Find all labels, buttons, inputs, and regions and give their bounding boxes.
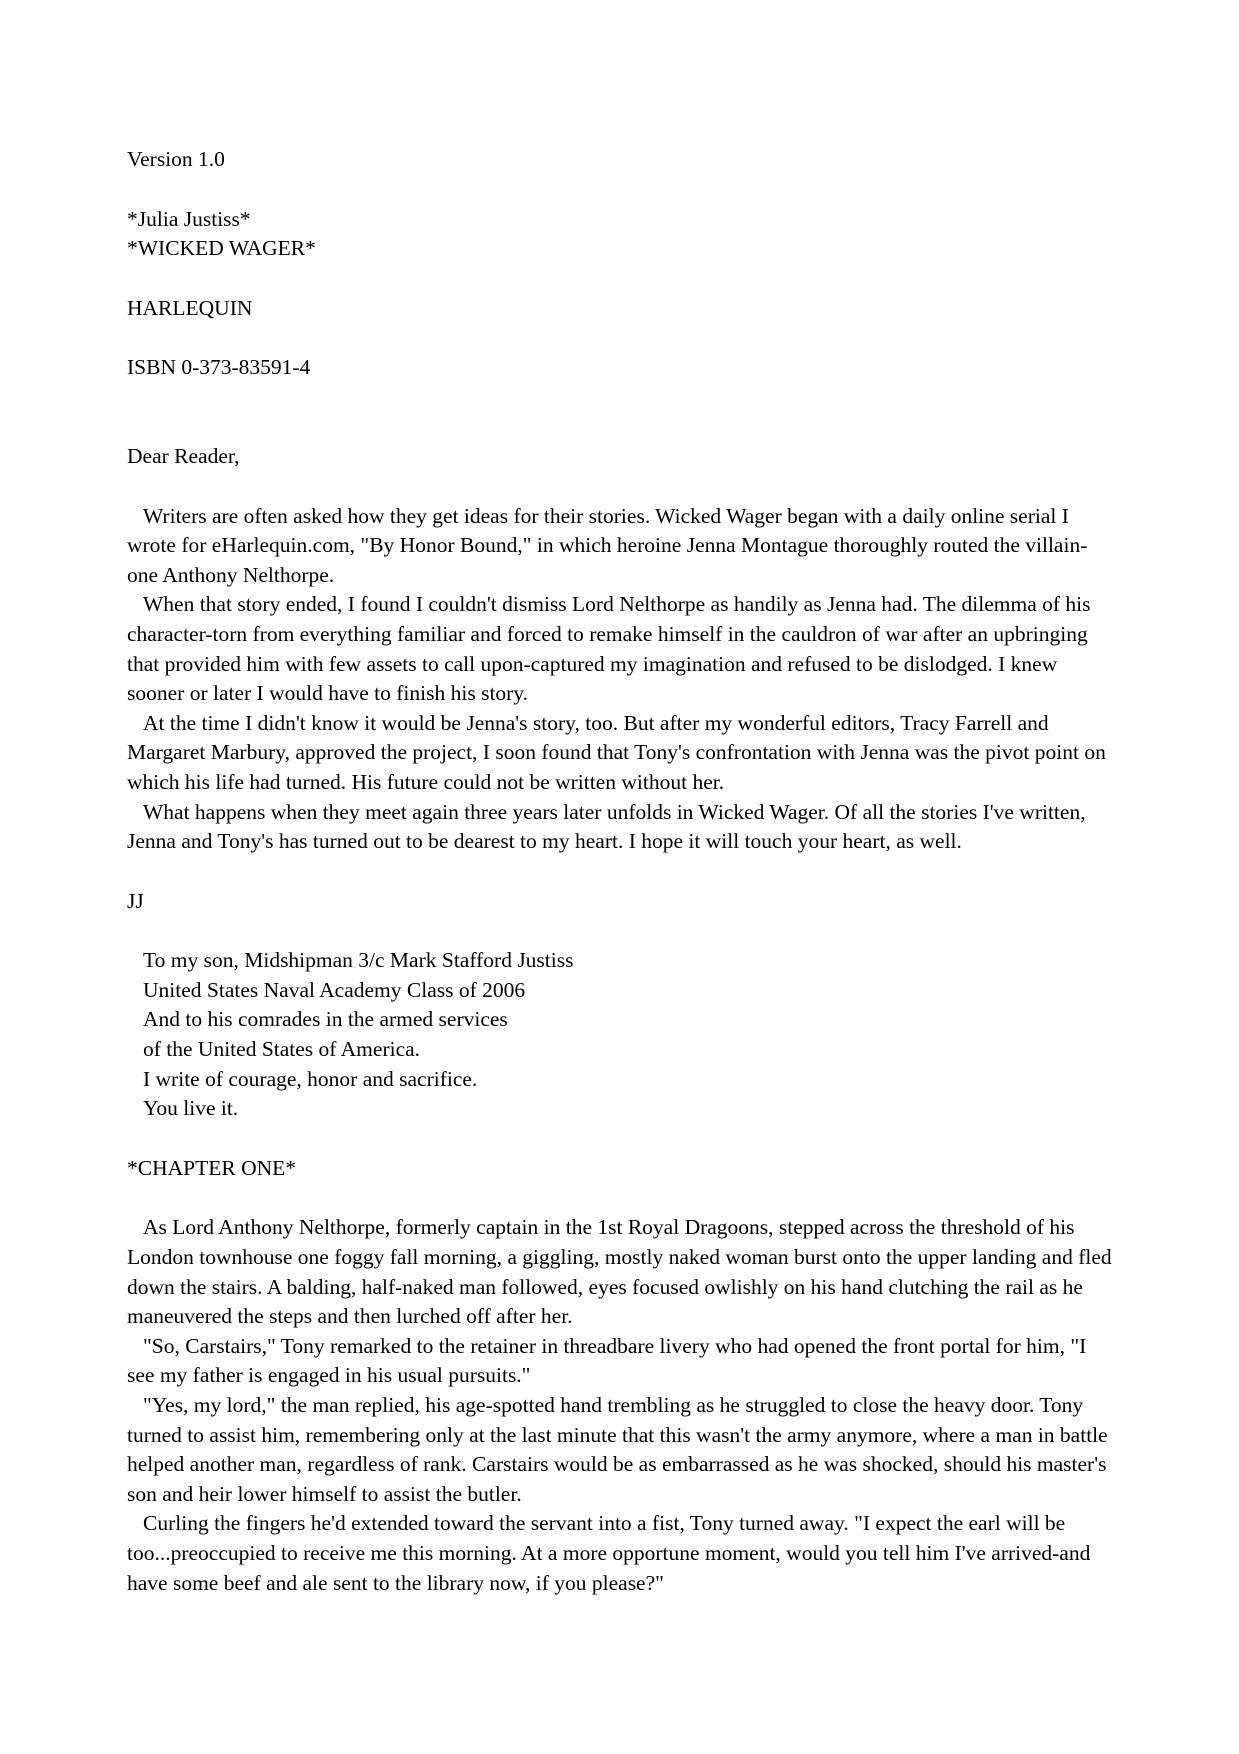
chapter-heading: *CHAPTER ONE*	[127, 1155, 297, 1180]
isbn-line: ISBN 0-373-83591-4	[127, 355, 311, 380]
dedication-line: And to his comrades in the armed services	[143, 1007, 508, 1032]
letter-paragraph: Writers are often asked how they get ideas for their stories. Wicked Wager began with a daily online serial I wrote for eHarlequin.com, "By Honor Bound," in which heroine Jenna Montague thoroughly routed the villain-one Anthony Nelthorpe.	[127, 503, 1088, 587]
dedication-line: To my son, Midshipman 3/c Mark Stafford Justiss	[143, 948, 574, 973]
chapter-paragraph: "Yes, my lord," the man replied, his age-spotted hand trembling as he struggled to close the heavy door. Tony turned to assist him, remembering only at the last minute that this wasn't the army anymore, where a man in battle helped another man, regardless of rank. Carstairs would be as embarrassed as he was shocked, should his master's son and heir lower himself to assist the butler.	[127, 1393, 1108, 1506]
publisher-name: HARLEQUIN	[127, 295, 253, 320]
version-line: Version 1.0	[127, 147, 225, 171]
chapter-paragraph: Curling the fingers he'd extended toward the servant into a fist, Tony turned away. "I expect the earl will be too...preoccupied to receive me this morning. At a more opportune moment, would you tell him I've arrived-and have some beef and ale sent to the library now, if you please?"	[127, 1511, 1091, 1595]
author-name: *Julia Justiss*	[127, 206, 251, 231]
dedication-line: of the United States of America.	[143, 1037, 421, 1062]
letter-salutation: Dear Reader,	[127, 443, 240, 468]
dedication-line: I write of courage, honor and sacrifice.	[143, 1066, 478, 1091]
page-content	[127, 145, 1117, 1598]
dedication-block	[127, 946, 1117, 1124]
dedication-line: United States Naval Academy Class of 2006	[143, 977, 526, 1002]
letter-paragraph: What happens when they meet again three years later unfolds in Wicked Wager. Of all the stories I've written, Jenna and Tony's has turned out to be dearest to my heart. I hope it will touch your heart, as well.	[127, 799, 1086, 854]
letter-paragraph: When that story ended, I found I couldn't dismiss Lord Nelthorpe as handily as Jenna had. The dilemma of his character-torn from everything familiar and forced to remake himself in the cauldron of war after an upbringing that provided him with few assets to call upon-captured my imagination and refused to be dislodged. I knew sooner or later I would have to finish his story.	[127, 592, 1091, 706]
letter-signature: JJ	[127, 888, 144, 913]
book-title: *WICKED WAGER*	[127, 236, 316, 261]
letter-paragraph: At the time I didn't know it would be Jenna's story, too. But after my wonderful editors, Tracy Farrell and Margaret Marbury, approved the project, I soon found that Tony's confrontation with Jenna was the pivot point on which his life had turned. His future could not be written without her.	[127, 710, 1106, 794]
dedication-line: You live it.	[143, 1096, 239, 1121]
chapter-paragraph: As Lord Anthony Nelthorpe, formerly captain in the 1st Royal Dragoons, stepped across the threshold of his London townhouse one foggy fall morning, a giggling, mostly naked woman burst onto the upper landing and fled down the stairs. A balding, half-naked man followed, eyes focused owlishly on his hand clutching the rail as he maneuvered the steps and then lurched off after her.	[127, 1215, 1112, 1329]
chapter-paragraph: "So, Carstairs," Tony remarked to the retainer in threadbare livery who had opened the front portal for him, "I see my father is engaged in his usual pursuits."	[127, 1333, 1087, 1388]
